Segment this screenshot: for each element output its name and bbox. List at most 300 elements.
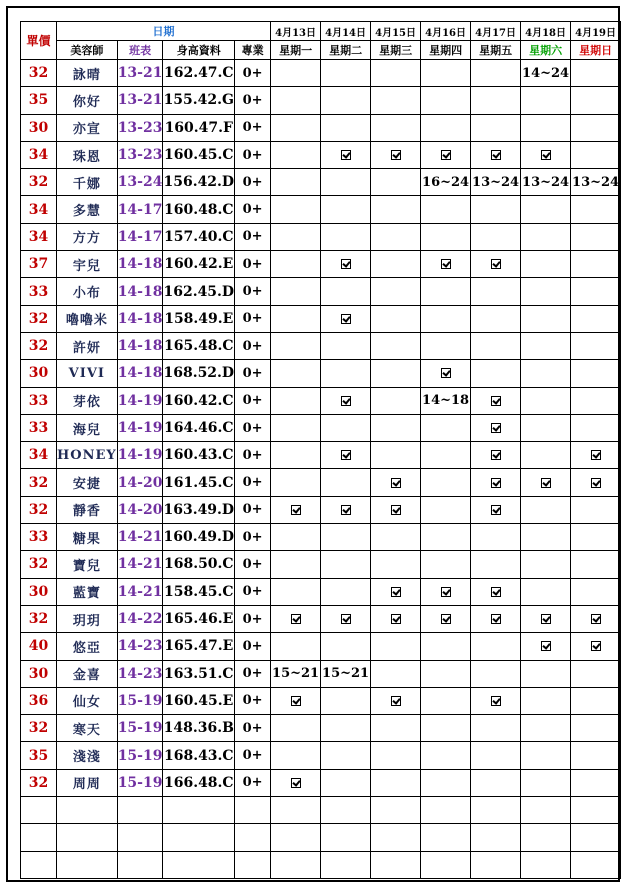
- checkbox-checked-icon: [541, 614, 551, 624]
- day-cell: [371, 496, 421, 523]
- price-cell: 35: [21, 87, 57, 114]
- empty-cell: [471, 851, 521, 878]
- body-cell: 161.45.C: [163, 469, 235, 496]
- name-cell: 亦宣: [57, 114, 118, 141]
- table-row: [21, 551, 621, 578]
- empty-cell: [321, 851, 371, 878]
- day-cell: [421, 742, 471, 769]
- body-cell: 162.47.C: [163, 60, 235, 87]
- day-cell: [371, 469, 421, 496]
- weekday-header: 星期日: [571, 41, 621, 60]
- day-cell: [571, 496, 621, 523]
- day-cell: [421, 551, 471, 578]
- day-cell: [571, 660, 621, 687]
- day-cell: [471, 660, 521, 687]
- name-cell: 悠亞: [57, 633, 118, 660]
- day-cell: [421, 578, 471, 605]
- day-cell: [421, 715, 471, 742]
- spec-cell: 0+: [235, 169, 271, 196]
- day-cell: [571, 524, 621, 551]
- table-row: [21, 660, 621, 687]
- empty-cell: [57, 797, 118, 824]
- day-cell: [421, 223, 471, 250]
- day-cell: [271, 633, 321, 660]
- day-cell: [371, 60, 421, 87]
- day-cell: [571, 578, 621, 605]
- day-cell: [571, 551, 621, 578]
- day-cell: [371, 442, 421, 469]
- day-cell: [271, 60, 321, 87]
- day-cell: [321, 87, 371, 114]
- checkbox-checked-icon: [491, 696, 501, 706]
- table-row: [21, 442, 621, 469]
- empty-cell: [421, 851, 471, 878]
- day-cell: [371, 169, 421, 196]
- day-cell: [321, 251, 371, 278]
- day-cell: [521, 742, 571, 769]
- empty-cell: [117, 851, 163, 878]
- day-cell: [421, 251, 471, 278]
- day-cell: [321, 360, 371, 387]
- name-cell: 海兒: [57, 414, 118, 441]
- day-cell: [321, 223, 371, 250]
- spec-cell: 0+: [235, 387, 271, 414]
- day-cell: [571, 332, 621, 359]
- spec-cell: 0+: [235, 442, 271, 469]
- day-cell: [521, 114, 571, 141]
- name-cell: 寶兒: [57, 551, 118, 578]
- day-cell: 16~24: [421, 169, 471, 196]
- day-cell: [271, 251, 321, 278]
- day-cell: [371, 305, 421, 332]
- price-cell: 33: [21, 387, 57, 414]
- day-cell: [321, 605, 371, 632]
- empty-cell: [21, 824, 57, 851]
- empty-cell: [235, 824, 271, 851]
- checkbox-checked-icon: [391, 478, 401, 488]
- price-cell: 30: [21, 360, 57, 387]
- spec-cell: 0+: [235, 305, 271, 332]
- checkbox-checked-icon: [541, 150, 551, 160]
- price-cell: 32: [21, 496, 57, 523]
- day-cell: [521, 687, 571, 714]
- day-cell: [371, 578, 421, 605]
- day-cell: [521, 442, 571, 469]
- spec-cell: 0+: [235, 278, 271, 305]
- checkbox-checked-icon: [491, 150, 501, 160]
- day-cell: [371, 223, 421, 250]
- spec-cell: 0+: [235, 469, 271, 496]
- day-cell: [521, 305, 571, 332]
- body-cell: 168.50.C: [163, 551, 235, 578]
- day-cell: [421, 278, 471, 305]
- day-cell: [421, 442, 471, 469]
- day-cell: [321, 715, 371, 742]
- checkbox-checked-icon: [391, 505, 401, 515]
- day-cell: [471, 633, 521, 660]
- table-row: [21, 387, 621, 414]
- day-cell: [571, 87, 621, 114]
- date-header: 4月14日: [321, 22, 371, 41]
- checkbox-checked-icon: [541, 641, 551, 651]
- day-cell: [371, 715, 421, 742]
- day-cell: [321, 442, 371, 469]
- day-cell: [421, 141, 471, 168]
- spec-cell: 0+: [235, 524, 271, 551]
- day-cell: [271, 742, 321, 769]
- body-cell: 160.45.E: [163, 687, 235, 714]
- day-cell: [521, 578, 571, 605]
- table-row: [21, 769, 621, 796]
- day-cell: [371, 332, 421, 359]
- name-cell: 周周: [57, 769, 118, 796]
- day-cell: [371, 524, 421, 551]
- day-cell: [471, 223, 521, 250]
- day-cell: [471, 332, 521, 359]
- table-row: [21, 141, 621, 168]
- empty-row: [21, 797, 621, 824]
- body-cell: 162.45.D: [163, 278, 235, 305]
- spec-cell: 0+: [235, 114, 271, 141]
- day-cell: [371, 196, 421, 223]
- day-cell: [571, 715, 621, 742]
- price-cell: 30: [21, 114, 57, 141]
- shift-cell: 14-23: [117, 633, 163, 660]
- price-cell: 32: [21, 60, 57, 87]
- spec-cell: 0+: [235, 578, 271, 605]
- checkbox-checked-icon: [341, 505, 351, 515]
- day-cell: [571, 469, 621, 496]
- day-cell: [421, 496, 471, 523]
- body-cell: 155.42.G: [163, 87, 235, 114]
- day-cell: [471, 360, 521, 387]
- shift-cell: 13-24: [117, 169, 163, 196]
- day-cell: [371, 360, 421, 387]
- body-cell: 157.40.C: [163, 223, 235, 250]
- day-cell: [471, 114, 521, 141]
- checkbox-checked-icon: [341, 150, 351, 160]
- price-cell: 32: [21, 715, 57, 742]
- shift-cell: 14-20: [117, 496, 163, 523]
- day-cell: [371, 742, 421, 769]
- checkbox-checked-icon: [441, 614, 451, 624]
- day-cell: [421, 605, 471, 632]
- empty-cell: [235, 797, 271, 824]
- spec-cell: 0+: [235, 87, 271, 114]
- table-row: [21, 633, 621, 660]
- empty-cell: [235, 851, 271, 878]
- body-cell: 160.47.F: [163, 114, 235, 141]
- checkbox-checked-icon: [491, 259, 501, 269]
- date-header: 4月13日: [271, 22, 321, 41]
- checkbox-checked-icon: [291, 614, 301, 624]
- spec-cell: 0+: [235, 633, 271, 660]
- spec-cell: 0+: [235, 687, 271, 714]
- day-cell: [571, 305, 621, 332]
- checkbox-checked-icon: [491, 505, 501, 515]
- day-cell: [371, 633, 421, 660]
- day-cell: [271, 442, 321, 469]
- checkbox-checked-icon: [441, 259, 451, 269]
- table-row: [21, 332, 621, 359]
- table-row: [21, 524, 621, 551]
- day-cell: [271, 169, 321, 196]
- day-cell: [371, 141, 421, 168]
- spec-cell: 0+: [235, 251, 271, 278]
- price-cell: 32: [21, 769, 57, 796]
- name-cell: 藍寶: [57, 578, 118, 605]
- schedule-table: [20, 21, 621, 879]
- shift-cell: 13-23: [117, 141, 163, 168]
- day-cell: [271, 114, 321, 141]
- name-cell: 仙女: [57, 687, 118, 714]
- day-cell: [471, 442, 521, 469]
- day-cell: [321, 196, 371, 223]
- spec-cell: 0+: [235, 196, 271, 223]
- weekday-header: 星期五: [471, 41, 521, 60]
- body-cell: 160.49.D: [163, 524, 235, 551]
- day-cell: [371, 551, 421, 578]
- day-cell: [421, 360, 471, 387]
- checkbox-checked-icon: [491, 478, 501, 488]
- body-cell: 163.51.C: [163, 660, 235, 687]
- empty-cell: [571, 824, 621, 851]
- empty-cell: [421, 824, 471, 851]
- name-cell: 玥玥: [57, 605, 118, 632]
- spec-header: 專業: [235, 41, 271, 60]
- empty-cell: [117, 797, 163, 824]
- day-cell: [371, 660, 421, 687]
- empty-cell: [471, 797, 521, 824]
- checkbox-checked-icon: [391, 587, 401, 597]
- name-cell: 宇兒: [57, 251, 118, 278]
- day-cell: [521, 414, 571, 441]
- empty-cell: [571, 851, 621, 878]
- price-cell: 32: [21, 169, 57, 196]
- price-cell: 37: [21, 251, 57, 278]
- day-cell: [471, 578, 521, 605]
- date-header: 4月18日: [521, 22, 571, 41]
- day-cell: [521, 660, 571, 687]
- shift-cell: 14-23: [117, 660, 163, 687]
- day-cell: [321, 141, 371, 168]
- empty-cell: [571, 797, 621, 824]
- name-cell: 方方: [57, 223, 118, 250]
- day-cell: [421, 332, 471, 359]
- table-row: [21, 742, 621, 769]
- body-cell: 165.48.C: [163, 332, 235, 359]
- body-cell: 156.42.D: [163, 169, 235, 196]
- day-cell: [371, 769, 421, 796]
- checkbox-checked-icon: [491, 587, 501, 597]
- spec-cell: 0+: [235, 551, 271, 578]
- day-cell: [521, 496, 571, 523]
- shift-cell: 13-21: [117, 60, 163, 87]
- day-cell: [271, 223, 321, 250]
- day-cell: [571, 360, 621, 387]
- day-cell: [571, 442, 621, 469]
- name-cell: 珠恩: [57, 141, 118, 168]
- day-cell: [471, 305, 521, 332]
- day-cell: [521, 469, 571, 496]
- day-cell: [521, 223, 571, 250]
- body-cell: 165.46.E: [163, 605, 235, 632]
- day-cell: [421, 60, 471, 87]
- day-cell: [371, 605, 421, 632]
- day-cell: [521, 251, 571, 278]
- checkbox-checked-icon: [341, 314, 351, 324]
- day-cell: [521, 769, 571, 796]
- price-cell: 34: [21, 223, 57, 250]
- table-row: [21, 196, 621, 223]
- name-cell: 糖果: [57, 524, 118, 551]
- price-cell: 33: [21, 524, 57, 551]
- weekday-header: 星期四: [421, 41, 471, 60]
- empty-cell: [521, 797, 571, 824]
- day-cell: [521, 360, 571, 387]
- day-cell: [271, 360, 321, 387]
- empty-cell: [271, 851, 321, 878]
- day-cell: [421, 114, 471, 141]
- day-cell: [271, 769, 321, 796]
- day-cell: [471, 60, 521, 87]
- table-row: [21, 114, 621, 141]
- checkbox-checked-icon: [341, 614, 351, 624]
- day-cell: [321, 633, 371, 660]
- checkbox-checked-icon: [491, 450, 501, 460]
- table-row: [21, 223, 621, 250]
- shift-cell: 14-19: [117, 414, 163, 441]
- day-cell: [521, 524, 571, 551]
- weekday-header: 星期六: [521, 41, 571, 60]
- empty-cell: [421, 797, 471, 824]
- price-cell: 35: [21, 742, 57, 769]
- day-cell: [371, 278, 421, 305]
- checkbox-checked-icon: [391, 150, 401, 160]
- name-cell: VIVI: [57, 360, 118, 387]
- empty-row: [21, 824, 621, 851]
- day-cell: [521, 605, 571, 632]
- checkbox-checked-icon: [441, 587, 451, 597]
- day-cell: [571, 114, 621, 141]
- date-header: 4月15日: [371, 22, 421, 41]
- name-header: 美容師: [57, 41, 118, 60]
- name-cell: 靜香: [57, 496, 118, 523]
- day-cell: [271, 141, 321, 168]
- shift-cell: 15-19: [117, 742, 163, 769]
- day-cell: [571, 687, 621, 714]
- day-cell: [271, 278, 321, 305]
- day-cell: [371, 251, 421, 278]
- day-cell: [321, 496, 371, 523]
- price-cell: 34: [21, 196, 57, 223]
- day-cell: [271, 414, 321, 441]
- checkbox-checked-icon: [341, 396, 351, 406]
- checkbox-checked-icon: [591, 614, 601, 624]
- date-title-header: 日期: [57, 22, 271, 41]
- checkbox-checked-icon: [441, 368, 451, 378]
- day-cell: [271, 687, 321, 714]
- day-cell: [421, 414, 471, 441]
- name-cell: 寒天: [57, 715, 118, 742]
- weekday-header: 星期二: [321, 41, 371, 60]
- day-cell: [271, 305, 321, 332]
- day-cell: 13~24: [521, 169, 571, 196]
- table-row: [21, 414, 621, 441]
- date-header: 4月17日: [471, 22, 521, 41]
- day-cell: [371, 114, 421, 141]
- weekday-header: 星期三: [371, 41, 421, 60]
- day-cell: [471, 524, 521, 551]
- day-cell: [571, 141, 621, 168]
- date-header: 4月19日: [571, 22, 621, 41]
- day-cell: [471, 687, 521, 714]
- empty-cell: [271, 797, 321, 824]
- shift-cell: 14-22: [117, 605, 163, 632]
- name-cell: 芽依: [57, 387, 118, 414]
- day-cell: [321, 60, 371, 87]
- weekday-header: 星期一: [271, 41, 321, 60]
- day-cell: [521, 715, 571, 742]
- spec-cell: 0+: [235, 414, 271, 441]
- day-cell: [571, 387, 621, 414]
- shift-cell: 14-21: [117, 524, 163, 551]
- day-cell: 13~24: [571, 169, 621, 196]
- day-cell: [371, 87, 421, 114]
- name-cell: 千娜: [57, 169, 118, 196]
- spec-cell: 0+: [235, 715, 271, 742]
- shift-cell: 14-17: [117, 223, 163, 250]
- shift-cell: 14-18: [117, 360, 163, 387]
- day-cell: [571, 196, 621, 223]
- day-cell: [321, 524, 371, 551]
- price-cell: 32: [21, 551, 57, 578]
- body-cell: 158.45.C: [163, 578, 235, 605]
- day-cell: [471, 141, 521, 168]
- day-cell: [321, 387, 371, 414]
- day-cell: [471, 196, 521, 223]
- price-cell: 30: [21, 578, 57, 605]
- price-cell: 32: [21, 332, 57, 359]
- price-cell: 34: [21, 141, 57, 168]
- name-cell: 你好: [57, 87, 118, 114]
- empty-cell: [371, 797, 421, 824]
- empty-cell: [371, 824, 421, 851]
- table-row: [21, 687, 621, 714]
- empty-cell: [371, 851, 421, 878]
- table-row: [21, 278, 621, 305]
- day-cell: [271, 605, 321, 632]
- price-cell: 32: [21, 605, 57, 632]
- table-row: [21, 251, 621, 278]
- day-cell: [521, 87, 571, 114]
- shift-cell: 15-19: [117, 715, 163, 742]
- day-cell: [421, 524, 471, 551]
- day-cell: [471, 87, 521, 114]
- price-cell: 33: [21, 278, 57, 305]
- spec-cell: 0+: [235, 223, 271, 250]
- day-cell: [471, 551, 521, 578]
- empty-cell: [163, 797, 235, 824]
- empty-cell: [271, 824, 321, 851]
- body-cell: 166.48.C: [163, 769, 235, 796]
- name-cell: HONEY: [57, 442, 118, 469]
- shift-cell: 14-18: [117, 332, 163, 359]
- table-row: [21, 87, 621, 114]
- day-cell: [271, 387, 321, 414]
- day-cell: [571, 414, 621, 441]
- body-cell: 160.48.C: [163, 196, 235, 223]
